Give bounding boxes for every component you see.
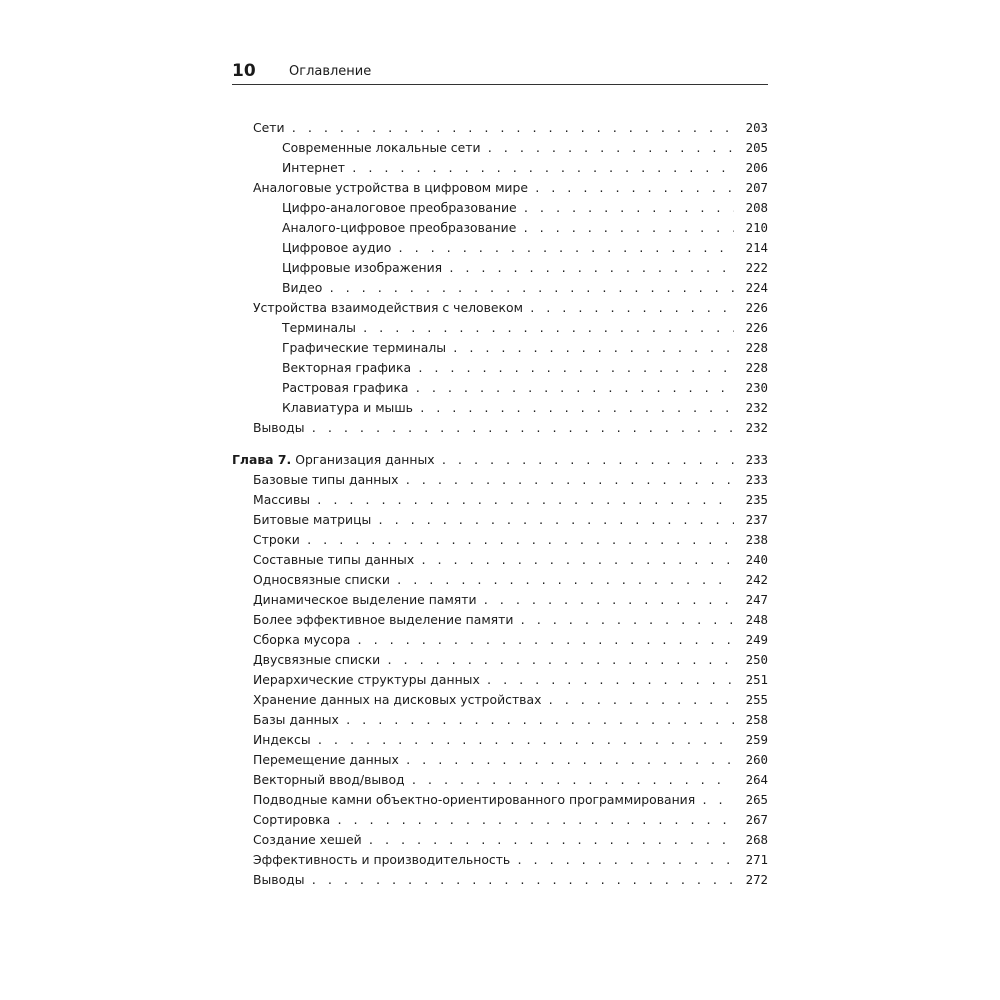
dot-leader xyxy=(356,631,734,651)
dot-leader xyxy=(377,511,734,531)
dot-leader xyxy=(396,571,734,591)
toc-entry xyxy=(232,830,768,850)
toc-entry-page-number: 272 xyxy=(745,872,768,887)
toc-entry xyxy=(232,258,768,278)
toc-entry-title: Односвязные списки xyxy=(253,572,390,587)
toc-entry-title: Базовые типы данных xyxy=(253,472,399,487)
toc-entry-title: Цифро-аналоговое преобразование xyxy=(282,200,517,215)
dot-leader xyxy=(420,551,734,571)
toc-entry-page-number: 247 xyxy=(745,592,768,607)
toc-entry-page-number: 207 xyxy=(745,180,768,195)
toc-entry-title: Аналого-цифровое преобразование xyxy=(282,220,517,235)
toc-entry xyxy=(232,398,768,418)
toc-chapter-entry xyxy=(232,450,768,470)
toc-entry-title: Создание хешей xyxy=(253,832,362,847)
toc-entry-page-number: 233 xyxy=(745,472,768,487)
toc-entry xyxy=(232,198,768,218)
toc-entry-title: Растровая графика xyxy=(282,380,409,395)
dot-leader xyxy=(419,399,734,419)
toc-entry xyxy=(232,670,768,690)
toc-entry-page-number: 251 xyxy=(745,672,768,687)
toc-entry-title: Перемещение данных xyxy=(253,752,399,767)
toc-entry-title: Сборка мусора xyxy=(253,632,351,647)
dot-leader xyxy=(291,119,734,139)
dot-leader xyxy=(362,319,734,339)
toc-entry-title: Сети xyxy=(253,120,285,135)
toc-entry-page-number: 267 xyxy=(745,812,768,827)
dot-leader xyxy=(529,299,734,319)
toc-entry xyxy=(232,470,768,490)
toc-entry-title: Векторная графика xyxy=(282,360,412,375)
dot-leader xyxy=(311,871,734,891)
chapter-title: Организация данных xyxy=(295,452,435,467)
dot-leader xyxy=(486,671,734,691)
toc-entry-title: Эффективность и производительность xyxy=(253,852,511,867)
toc-entry xyxy=(232,630,768,650)
toc-entry-page-number: 210 xyxy=(745,220,768,235)
dot-leader xyxy=(336,811,734,831)
toc-entry-page-number: 214 xyxy=(745,240,768,255)
toc-entry xyxy=(232,418,768,438)
toc-entry-title: Подводные камни объектно-ориентированного программирования xyxy=(253,792,696,807)
toc-entry xyxy=(232,570,768,590)
toc-entry xyxy=(232,118,768,138)
dot-leader xyxy=(448,259,734,279)
toc-entry xyxy=(232,650,768,670)
toc-entry xyxy=(232,338,768,358)
toc-entry-title: Более эффективное выделение памяти xyxy=(253,612,514,627)
page-number: 10 xyxy=(232,61,256,81)
toc-entry xyxy=(232,870,768,890)
chapter-label: Глава 7. xyxy=(232,452,292,467)
toc-entry-title: Массивы xyxy=(253,492,311,507)
toc-entry-title: Битовые матрицы xyxy=(253,512,372,527)
toc-entry-title: Клавиатура и мышь xyxy=(282,400,413,415)
dot-leader xyxy=(415,379,734,399)
toc-entry xyxy=(232,218,768,238)
chapter-page-number: 233 xyxy=(745,452,768,467)
toc-entry-title: Выводы xyxy=(253,872,305,887)
toc-entry xyxy=(232,318,768,338)
toc-entry xyxy=(232,138,768,158)
toc-entry-title: Иерархические структуры данных xyxy=(253,672,480,687)
toc-entry xyxy=(232,238,768,258)
toc-entry-page-number: 238 xyxy=(745,532,768,547)
dot-leader xyxy=(516,851,734,871)
toc-entry-page-number: 226 xyxy=(745,320,768,335)
dot-leader xyxy=(701,791,734,811)
dot-leader xyxy=(306,531,734,551)
toc-entry-title: Видео xyxy=(282,280,323,295)
dot-leader xyxy=(404,471,734,491)
toc-entry-page-number: 226 xyxy=(745,300,768,315)
dot-leader xyxy=(405,751,734,771)
toc-chapter-sections xyxy=(232,470,768,890)
toc-entry xyxy=(232,178,768,198)
dot-leader xyxy=(534,179,734,199)
toc-entry xyxy=(232,158,768,178)
toc-entry-title: Индексы xyxy=(253,732,311,747)
dot-leader xyxy=(441,451,734,471)
toc-entry-page-number: 208 xyxy=(745,200,768,215)
toc-entry-page-number: 224 xyxy=(745,280,768,295)
toc-entry-page-number: 250 xyxy=(745,652,768,667)
toc-entry-page-number: 240 xyxy=(745,552,768,567)
dot-leader xyxy=(397,239,734,259)
dot-leader xyxy=(345,711,734,731)
toc-entry xyxy=(232,358,768,378)
toc-entry xyxy=(232,530,768,550)
dot-leader xyxy=(317,731,734,751)
toc-entry xyxy=(232,590,768,610)
toc-entry-page-number: 249 xyxy=(745,632,768,647)
toc-entry-title: Двусвязные списки xyxy=(253,652,381,667)
toc-entry-title: Строки xyxy=(253,532,300,547)
dot-leader xyxy=(386,651,734,671)
toc-entry-title: Аналоговые устройства в цифровом мире xyxy=(253,180,528,195)
toc-entry-title: Динамическое выделение памяти xyxy=(253,592,477,607)
toc-entry-title: Составные типы данных xyxy=(253,552,415,567)
dot-leader xyxy=(411,771,734,791)
toc-entry xyxy=(232,850,768,870)
toc-entry-page-number: 268 xyxy=(745,832,768,847)
dot-leader xyxy=(311,419,734,439)
toc-entry-page-number: 232 xyxy=(745,400,768,415)
toc-entry-page-number: 258 xyxy=(745,712,768,727)
toc-entry-page-number: 264 xyxy=(745,772,768,787)
toc-entry-page-number: 232 xyxy=(745,420,768,435)
toc-entry-title: Базы данных xyxy=(253,712,339,727)
toc-entry xyxy=(232,298,768,318)
page-header xyxy=(232,60,768,85)
dot-leader xyxy=(417,359,734,379)
toc-entry-page-number: 235 xyxy=(745,492,768,507)
toc-entry-title: Хранение данных на дисковых устройствах xyxy=(253,692,542,707)
toc-entry-title: Терминалы xyxy=(282,320,356,335)
toc-entry xyxy=(232,490,768,510)
toc-entry-page-number: 203 xyxy=(745,120,768,135)
dot-leader xyxy=(351,159,734,179)
toc-entry xyxy=(232,610,768,630)
toc-entry-page-number: 248 xyxy=(745,612,768,627)
toc-entry xyxy=(232,710,768,730)
toc-entry xyxy=(232,730,768,750)
toc-entry-title: Цифровые изображения xyxy=(282,260,443,275)
toc-entry-title: Сортировка xyxy=(253,812,331,827)
toc-entry-title: Современные локальные сети xyxy=(282,140,481,155)
toc-entry xyxy=(232,690,768,710)
dot-leader xyxy=(328,279,734,299)
toc-entry xyxy=(232,750,768,770)
toc-entry xyxy=(232,550,768,570)
dot-leader xyxy=(368,831,734,851)
dot-leader xyxy=(519,611,734,631)
toc-entry xyxy=(232,790,768,810)
toc-entry-page-number: 265 xyxy=(745,792,768,807)
toc-entry-page-number: 259 xyxy=(745,732,768,747)
toc-entry-page-number: 237 xyxy=(745,512,768,527)
toc-entry-title: Векторный ввод/вывод xyxy=(253,772,405,787)
toc-entry-page-number: 271 xyxy=(745,852,768,867)
toc-entry xyxy=(232,378,768,398)
dot-leader xyxy=(547,691,734,711)
dot-leader xyxy=(522,219,734,239)
dot-leader xyxy=(316,491,734,511)
toc-entry-title: Интернет xyxy=(282,160,346,175)
toc-entry xyxy=(232,278,768,298)
toc-entry-title: Устройства взаимодействия с человеком xyxy=(253,300,523,315)
toc-entry-page-number: 230 xyxy=(745,380,768,395)
dot-leader xyxy=(483,591,734,611)
toc-entry-page-number: 228 xyxy=(745,360,768,375)
toc-entry-page-number: 205 xyxy=(745,140,768,155)
toc-entry xyxy=(232,510,768,530)
toc-section-continued xyxy=(232,118,768,438)
toc-entry-title: Выводы xyxy=(253,420,305,435)
toc-entry-page-number: 206 xyxy=(745,160,768,175)
toc-entry-title: Графические терминалы xyxy=(282,340,447,355)
toc-entry xyxy=(232,810,768,830)
toc-entry-title: Цифровое аудио xyxy=(282,240,392,255)
toc-entry-page-number: 228 xyxy=(745,340,768,355)
dot-leader xyxy=(452,339,734,359)
toc-entry-page-number: 242 xyxy=(745,572,768,587)
dot-leader xyxy=(487,139,735,159)
toc-entry-page-number: 260 xyxy=(745,752,768,767)
table-of-contents xyxy=(232,118,768,890)
dot-leader xyxy=(523,199,734,219)
toc-entry-page-number: 222 xyxy=(745,260,768,275)
toc-entry-page-number: 255 xyxy=(745,692,768,707)
running-title: Оглавление xyxy=(289,64,372,79)
toc-entry xyxy=(232,770,768,790)
